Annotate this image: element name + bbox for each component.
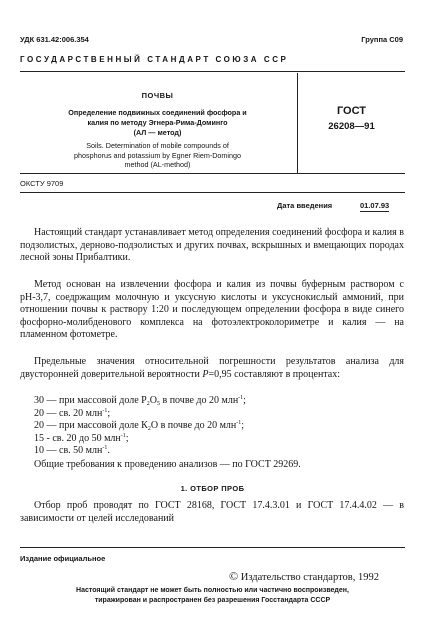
section-title: 1. ОТБОР ПРОБ	[180, 484, 245, 493]
list-item: 30 — при массовой доле $Р_2О_5$ в почве до 20 млн$^{-1}$;	[34, 395, 246, 407]
gost-designation	[298, 105, 405, 132]
en-title-line-2: phosphorus and potassium by Egner Riem-Domingo	[74, 150, 241, 160]
gost-number: 26208—91	[328, 121, 375, 132]
title-block	[20, 73, 295, 173]
copyright-symbol: ©	[229, 569, 239, 583]
notice-line-1: Настоящий стандарт не может быть полностью или частично воспроизведен,	[76, 587, 349, 594]
okstu-code: ОКСТУ 9709	[20, 179, 64, 188]
notice-line-2: тиражирован и распространен без разрешения Госстандарта СССР	[94, 597, 331, 604]
top-rule	[20, 71, 405, 72]
official-edition-label: Издание официальное	[20, 554, 106, 563]
paragraph-sampling: Отбор проб проводят по ГОСТ 28168, ГОСТ 17.4.3.01 и ГОСТ 17.4.4.02 — в зависимости от целей исследований	[20, 500, 404, 524]
copyright-line	[229, 569, 379, 584]
intro-date-value: 01.07.93	[360, 201, 390, 210]
paragraph-method: Метод основан на извлечении фосфора и калия из почвы буферным раствором с рН-3,7, соедржащим молочную и уксусную кислоты и уксуснокислый аммоний, при отношении почвы к раствору 1:20 и последующем определении фосфора в виде синего фосфорно-молибденового комплекса на фотоэлектроколориметре и калия — на пламенном фотометре.	[20, 279, 404, 341]
list-item: 20 — при массовой доле $К_2О$ в почве до 20 млн$^{-1}$;	[34, 420, 245, 433]
en-title-line-1: Soils. Determination of mobile compounds of	[86, 141, 229, 150]
error-limits-text-a: Предельные значения относительной погрешности результатов анализа для двусторонней доверительной вероятности	[20, 356, 404, 380]
probability-symbol: Р	[202, 368, 209, 380]
main-title: ПОЧВЫ	[141, 91, 174, 100]
ru-title-line-2: калия по методу Эгнера-Рима-Доминго	[87, 118, 228, 127]
list-item: 10 — св. 50 млн$^{-1}$.	[34, 445, 110, 457]
footer-rule	[20, 547, 405, 548]
paragraph-scope: Настоящий стандарт устанавливает метод определения соединений фосфора и калия в подзолистых, дерново-подзолистых и других почвах, вскрышных и вмещающих породах лесной зоны Прибалтики.	[20, 227, 404, 264]
title-bottom-rule	[20, 173, 405, 174]
ru-title-line-3: (АЛ — метод)	[133, 128, 182, 137]
gost-label: ГОСТ	[336, 105, 367, 117]
udc-code: УДК 631.42:006.354	[20, 35, 89, 44]
error-limits-text-b: =0,95 составляют в процентах:	[208, 368, 341, 380]
paragraph-error-limits	[20, 356, 404, 381]
ru-title-line-1: Определение подвижных соединений фосфора и	[68, 108, 247, 117]
reproduction-notice	[0, 586, 425, 606]
en-title-line-3: method (AL-method)	[124, 160, 191, 169]
paragraph-general-requirements: Общие требования к проведению анализов — по ГОСТ 29269.	[34, 459, 301, 470]
intro-date-label: Дата введения	[277, 201, 333, 210]
copyright-text: Издательство стандартов, 1992	[240, 572, 379, 583]
list-item: 20 — св. 20 млн$^{-1}$;	[34, 407, 111, 419]
okstu-rule	[20, 192, 405, 193]
standard-banner: ГОСУДАРСТВЕННЫЙ СТАНДАРТ СОЮЗА ССР	[20, 55, 289, 64]
list-item: 15 - св. 20 до 50 млн$^{-1}$;	[34, 432, 129, 444]
error-limits-list	[34, 395, 404, 458]
group-code: Группа С09	[361, 35, 403, 44]
